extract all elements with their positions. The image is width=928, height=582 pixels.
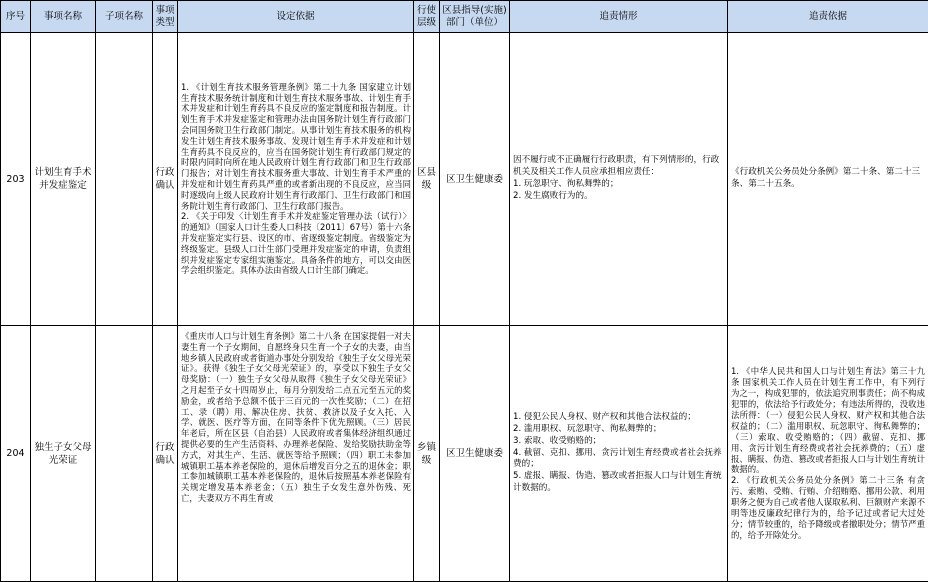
cell-level: 区县级: [414, 33, 440, 326]
cell-sub-item: [96, 326, 153, 582]
situation-line: 2. 发生腐败行为的。: [513, 191, 724, 203]
header-sub-item: 子项名称: [96, 1, 153, 33]
cell-basis: [178, 326, 414, 582]
cell-item-type: 行政确认: [153, 326, 178, 582]
cell-situation: [510, 33, 728, 326]
situation-line: 2. 滥用职权、玩忽职守、徇私舞弊的；: [513, 424, 724, 436]
situation-line: 1. 玩忽职守、徇私舞弊的；: [513, 179, 724, 191]
basis-paragraph: 2. 《关于印发〈计划生育手术并发症鉴定管理办法（试行）〉的通知》（国家人口计生委人口科技〔2011〕67号）第十六条并发症鉴定实行县、设区的市、省逐级鉴定制度。省级鉴定为终级鉴定。县级人口计生部门受理并发症鉴定的申请，负责组织并发症鉴定专家组实施鉴定。具备条件的地方，可以交由医学会组织鉴定。具体办法由省级人口计生部门确定。: [181, 211, 411, 276]
cell-no: 204: [1, 326, 31, 582]
cell-item-type: 行政确认: [153, 33, 178, 326]
basis-paragraph: 《重庆市人口与计划生育条例》第二十八条 在国家提倡一对夫妻生育一个子女期间，自愿终身只生育一个子女的夫妻，由当地乡镇人民政府或者街道办事处分别发给《独生子女父母光荣证》。获得《独生子女父母光荣证》的，享受以下独生子女父母奖励：（一）独生子女父母从取得《独生子女父母光荣证》之月起至子女十四周岁止，每月分别发给二点五元至五元的奖励金，或者给予总额不低于三百元的一次性奖励；（二）在招工、录（聘）用、解决住房、扶贫、救济以及子女入托、入学、就医、医疗等方面，在同等条件下优先照顾。（三）居民年老后，所在区县（自治县）人民政府或者集体经济组织通过提供必要的生产生活资料、办理养老保险、发给奖励扶助金等方式，对其生产、生活、就医等给予照顾；（四）职工未参加城镇职工基本养老保险的，退休后增发百分之五的退休金；职工参加城镇职工基本养老保险的，退休后按照基本养老保险有关规定增发基本养老金；（五）独生子女发生意外伤残、死亡，夫妻双方不再生育或: [181, 331, 411, 504]
accountability-line: 1. 《中华人民共和国人口与计划生育法》第三十九条 国家机关工作人员在计划生育工作中，有下列行为之一，构成犯罪的，依法追究刑事责任；尚不构成犯罪的，依法给予行政处分；有违法所得的，没收违法所得：（一）侵犯公民人身权、财产权和其他合法权益的；（二）滥用职权、玩忽职守、徇私舞弊的；（三）索取、收受贿赂的；（四）截留、克扣、挪用、贪污计划生育经费或者社会抚养费的；（五）虚报、瞒报、伪造、篡改或者拒报人口与计划生育统计数据的。: [731, 366, 925, 475]
accountability-line: 《行政机关公务员处分条例》第二十条、第二十三条、第二十五条。: [731, 167, 925, 191]
cell-item-name: 独生子女父母光荣证: [31, 326, 96, 582]
header-item-name: 事项名称: [31, 1, 96, 33]
situation-line: 因不履行或不正确履行行政职责，有下列情形的，行政机关及相关工作人员应承担相应责任：: [513, 155, 724, 179]
cell-item-name: 计划生育手术并发症鉴定: [31, 33, 96, 326]
header-situation: 追责情形: [510, 1, 728, 33]
cell-accountability-basis: [728, 33, 928, 326]
header-department: 区县指导(实施)部门（单位）: [440, 1, 510, 33]
table-row: [1, 33, 928, 326]
cell-basis: [178, 33, 414, 326]
cell-department: 区卫生健康委: [440, 33, 510, 326]
accountability-line: 2. 《行政机关公务员处分条例》第二十三条 有贪污、索贿、受贿、行贿、介绍贿赂、挪用公款、利用职务之便为自己或者他人谋取私利、巨额财产来源不明等违反廉政纪律行为的，给予记过或者记大过处分；情节较重的，给予降级或者撤职处分；情节严重的，给予开除处分。: [731, 475, 925, 540]
situation-line: 3. 索取、收受贿赂的；: [513, 436, 724, 448]
basis-paragraph: 1. 《计划生育技术服务管理条例》第二十九条 国家建立计划生育技术服务统计制度和计划生育技术服务事故、计划生育手术并发症和计划生育药具不良反应的鉴定制度和报告制度。计划生育手术并发症鉴定和管理办法由国务院计划生育行政部门会同国务院卫生行政部门制定。从事计划生育技术服务的机构发生计划生育技术服务事故、发现计划生育手术并发症和计划生育药具不良反应的，应当在国务院计划生育行政部门规定的时限内同时向所在地人民政府计划生育行政部门和卫生行政部门报告；对计划生育技术服务重大事故、计划生育手术严重的并发症和计划生育药具严重的或者新出现的不良反应，应当同时逐级向上级人民政府计划生育行政部门、卫生行政部门和国务院计划生育行政部门、卫生行政部门报告。: [181, 82, 411, 212]
header-item-type: 事项类型: [153, 1, 178, 33]
header-level: 行使层级: [414, 1, 440, 33]
situation-line: 1. 侵犯公民人身权、财产权和其他合法权益的；: [513, 412, 724, 424]
cell-no: 203: [1, 33, 31, 326]
table-row: [1, 326, 928, 582]
cell-department: 区卫生健康委: [440, 326, 510, 582]
header-accountability-basis: 追责依据: [728, 1, 928, 33]
header-basis: 设定依据: [178, 1, 414, 33]
cell-sub-item: [96, 33, 153, 326]
header-no: 序号: [1, 1, 31, 33]
cell-level: 乡镇级: [414, 326, 440, 582]
cell-accountability-basis: [728, 326, 928, 582]
cell-situation: [510, 326, 728, 582]
situation-line: 4. 截留、克扣、挪用、贪污计划生育经费或者社会抚养费的；: [513, 448, 724, 472]
situation-line: 5. 虚报、瞒报、伪造、篡改或者拒报人口与计划生育统计数据的。: [513, 471, 724, 495]
header-row: [1, 1, 928, 33]
